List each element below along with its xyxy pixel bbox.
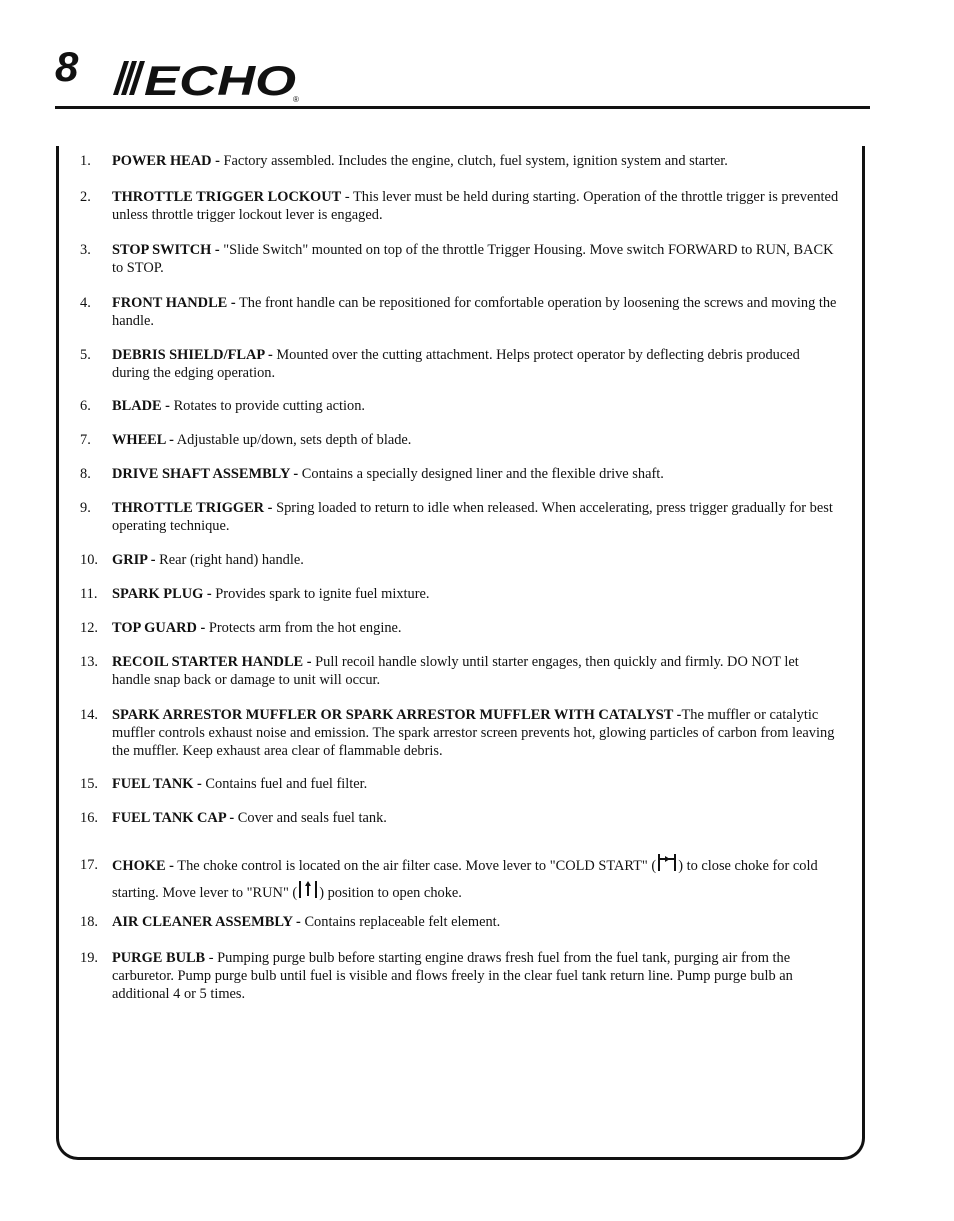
item-description: Provides spark to ignite fuel mixture.: [211, 586, 430, 602]
item-term: POWER HEAD -: [112, 153, 220, 169]
item-term: RECOIL STARTER HANDLE -: [112, 654, 312, 670]
item-text: [112, 913, 840, 931]
item-text: [112, 653, 840, 689]
item-text: [112, 431, 840, 449]
item-term: THROTTLE TRIGGER LOCKOUT: [112, 189, 342, 205]
item-term: DRIVE SHAFT ASSEMBLY -: [112, 466, 299, 482]
item-description: Contains a specially designed liner and the flexible drive shaft.: [298, 466, 664, 482]
item-term: AIR CLEANER ASSEMBLY -: [112, 914, 301, 930]
item-number: 7.: [80, 432, 91, 448]
item-text: [112, 809, 840, 827]
item-description: The muffler or catalytic muffler controls exhaust noise and emission. The spark arrestor screen prevents hot, glowing particles of carbon from leaving the muffler. Keep exhaust area clear of flammable debris.: [112, 707, 835, 759]
item-text: [112, 949, 840, 1003]
item-description: The choke control is located on the air filter case. Move lever to "COLD START" (: [173, 858, 657, 874]
item-term: PURGE BULB: [112, 950, 206, 966]
item-number: 8.: [80, 466, 91, 482]
item-description: - This lever must be held during starting. Operation of the throttle trigger is prevented unless throttle trigger lockout lever is engaged.: [112, 189, 839, 223]
item-term: TOP GUARD -: [112, 620, 206, 636]
run-choke-icon: [298, 879, 318, 899]
item-text: [112, 397, 840, 415]
item-text: [112, 551, 840, 569]
item-term: FUEL TANK -: [112, 776, 202, 792]
item-description: "Slide Switch" mounted on top of the throttle Trigger Housing. Move switch FORWARD to RUN, BACK to STOP.: [112, 242, 834, 276]
item-text: [112, 465, 840, 483]
item-number: 11.: [80, 586, 98, 602]
item-description: Contains fuel and fuel filter.: [201, 776, 368, 792]
item-term: THROTTLE TRIGGER -: [112, 500, 273, 516]
item-text: [112, 852, 840, 906]
item-number: 4.: [80, 295, 91, 311]
item-number: 5.: [80, 347, 91, 363]
item-text: [112, 619, 840, 637]
item-term: SPARK ARRESTOR MUFFLER OR SPARK ARRESTOR MUFFLER WITH CATALYST -: [112, 707, 682, 723]
item-term: WHEEL -: [112, 432, 174, 448]
item-term: STOP SWITCH -: [112, 242, 220, 258]
item-number: 10.: [80, 552, 98, 568]
item-number: 15.: [80, 776, 98, 792]
item-text: [112, 585, 840, 603]
item-text: [112, 294, 840, 330]
item-term: FRONT HANDLE -: [112, 295, 236, 311]
item-term: CHOKE -: [112, 858, 174, 874]
item-text: [112, 188, 840, 224]
item-term: GRIP -: [112, 552, 156, 568]
item-term: BLADE -: [112, 398, 170, 414]
item-description: Rotates to provide cutting action.: [169, 398, 366, 414]
page-number: 8: [55, 43, 79, 90]
item-number: 13.: [80, 654, 98, 670]
item-description: Protects arm from the hot engine.: [205, 620, 402, 636]
header-rule: [55, 106, 870, 109]
item-number: 2.: [80, 189, 91, 205]
item-number: 3.: [80, 242, 91, 258]
item-text: [112, 152, 840, 170]
item-description: Rear (right hand) handle.: [155, 552, 304, 568]
item-description: ) position to open choke.: [319, 885, 462, 901]
item-number: 18.: [80, 914, 98, 930]
item-number: 9.: [80, 500, 91, 516]
item-text: [112, 706, 840, 760]
item-number: 16.: [80, 810, 98, 826]
item-description: - Pumping purge bulb before starting engine draws fresh fuel from the fuel tank, purging air from the carburetor. Pump purge bulb until fuel is visible and flows freely in the clear fuel tank return line. Pump purge bulb an additional 4 or 5 times.: [112, 950, 793, 1002]
item-number: 6.: [80, 398, 91, 414]
item-text: [112, 346, 840, 382]
logo-wordmark: ECHO: [144, 57, 296, 104]
item-text: [112, 775, 840, 793]
logo-registered-mark: ®: [293, 95, 299, 104]
item-description: Contains replaceable felt element.: [300, 914, 501, 930]
cold-start-choke-icon: [657, 852, 677, 872]
item-description: Cover and seals fuel tank.: [234, 810, 387, 826]
item-number: 1.: [80, 153, 91, 169]
item-description: ) to close choke for cold starting. Move lever to "RUN" (: [112, 858, 818, 901]
item-term: FUEL TANK CAP -: [112, 810, 235, 826]
echo-logo: [110, 55, 310, 105]
item-number: 12.: [80, 620, 98, 636]
item-text: [112, 499, 840, 535]
item-number: 14.: [80, 707, 98, 723]
item-description: The front handle can be repositioned for comfortable operation by loosening the screws and moving the handle.: [112, 295, 837, 329]
item-description: Pull recoil handle slowly until starter engages, then quickly and firmly. DO NOT let handle snap back or damage to unit will occur.: [112, 654, 799, 688]
item-description: Spring loaded to return to idle when released. When accelerating, press trigger gradually for best operating technique.: [112, 500, 833, 534]
item-term: SPARK PLUG -: [112, 586, 212, 602]
item-number: 19.: [80, 950, 98, 966]
item-description: Adjustable up/down, sets depth of blade.: [173, 432, 412, 448]
item-number: 17.: [80, 857, 98, 873]
logo-speed-stripes: [113, 61, 145, 95]
item-text: [112, 241, 840, 277]
item-description: Mounted over the cutting attachment. Helps protect operator by deflecting debris produced during the edging operation.: [112, 347, 800, 381]
item-description: Factory assembled. Includes the engine, clutch, fuel system, ignition system and starter.: [219, 153, 728, 169]
item-term: DEBRIS SHIELD/FLAP -: [112, 347, 273, 363]
